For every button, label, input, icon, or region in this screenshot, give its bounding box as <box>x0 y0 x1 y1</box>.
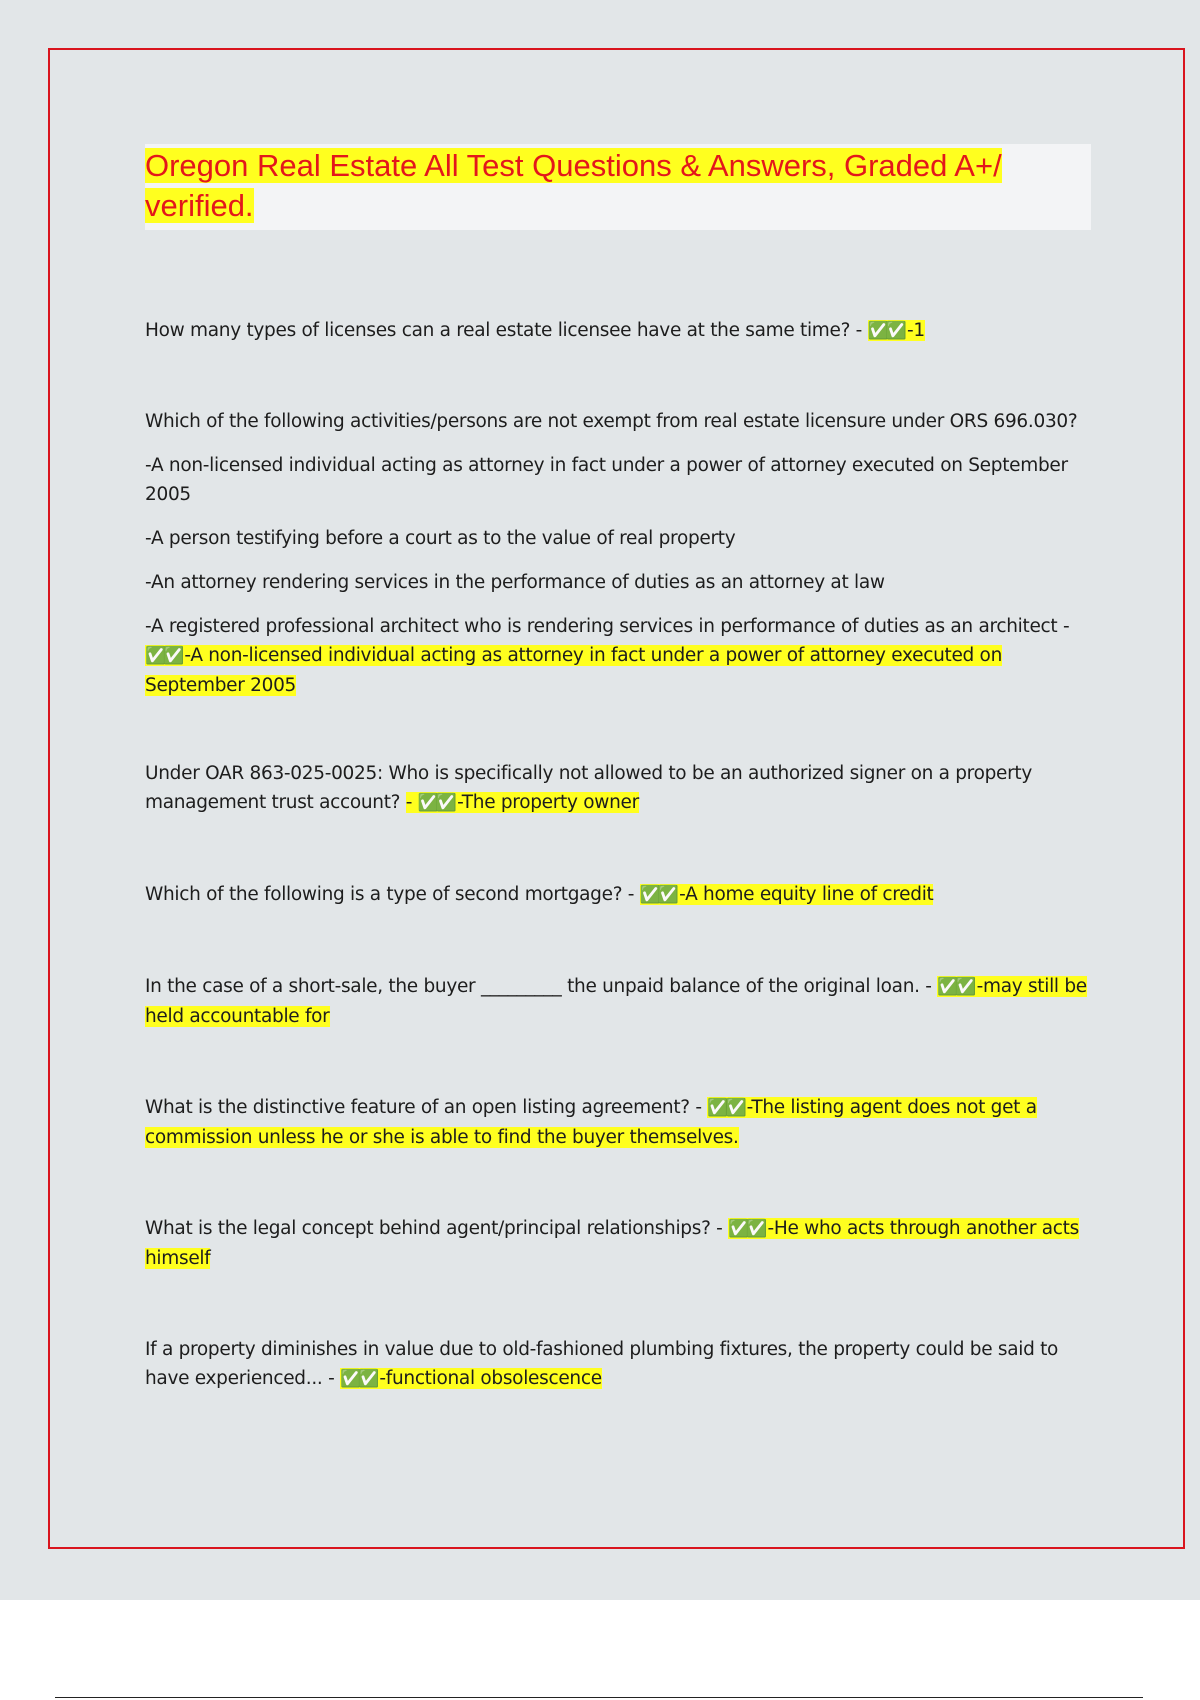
answer-value: -may still be held accountable for <box>145 976 1087 1027</box>
qa-list <box>145 316 1095 1394</box>
qa-item <box>145 759 1095 818</box>
check-icon: ✅✅ <box>417 793 455 813</box>
qa-item <box>145 1093 1095 1152</box>
answer-value: -A non-licensed individual acting as attorney in fact under a power of attorney executed on September 2005 <box>145 645 1002 696</box>
answer-value: -functional obsolescence <box>379 1368 602 1389</box>
option-text <box>145 612 1095 700</box>
question-text: What is the legal concept behind agent/principal relationships? - <box>145 1218 729 1239</box>
check-icon: ✅✅ <box>937 977 974 997</box>
answer-prefix: - <box>405 792 418 813</box>
document-body <box>145 144 1095 1394</box>
answer-text <box>640 884 934 905</box>
check-icon: ✅✅ <box>707 1098 744 1118</box>
question-text: How many types of licenses can a real estate licensee have at the same time? - <box>145 320 868 341</box>
check-icon: ✅✅ <box>867 321 904 341</box>
answer-text <box>868 320 925 341</box>
qa-item <box>145 972 1095 1031</box>
check-icon: ✅✅ <box>340 1369 377 1389</box>
option-text: -An attorney rendering services in the performance of duties as an attorney at law <box>145 572 885 593</box>
qa-item <box>145 1335 1095 1394</box>
qa-item <box>145 880 1095 910</box>
question-text: Under OAR 863-025-0025: Who is specifically not allowed to be an authorized signer on a property management trust account? <box>145 763 1033 813</box>
question-text: In the case of a short-sale, the buyer _________ the unpaid balance of the original loan. - <box>145 976 938 997</box>
question-text: Which of the following is a type of second mortgage? - <box>145 884 640 905</box>
qa-item <box>145 407 1095 700</box>
answer-value: -A home equity line of credit <box>679 884 934 905</box>
option-text: -A person testifying before a court as to the value of real property <box>145 528 736 549</box>
last-option-text: -A registered professional architect who is rendering services in performance of duties as an architect - <box>145 616 1070 637</box>
answer-value: -He who acts through another acts himself <box>145 1218 1079 1269</box>
check-icon: ✅✅ <box>728 1219 765 1239</box>
question-text: What is the distinctive feature of an open listing agreement? - <box>145 1097 708 1118</box>
answer-text <box>145 645 1002 696</box>
document-title-text: Oregon Real Estate All Test Questions & Answers, Graded A+/ verified. <box>145 148 1002 223</box>
answer-value: -1 <box>907 320 925 341</box>
check-icon: ✅✅ <box>639 885 677 905</box>
question-text: If a property diminishes in value due to old-fashioned plumbing fixtures, the property could be said to have experienced... - <box>145 1339 1059 1389</box>
answer-text <box>340 1368 602 1389</box>
answer-text <box>406 792 639 813</box>
option-text: -A non-licensed individual acting as attorney in fact under a power of attorney executed on September 2005 <box>145 455 1068 505</box>
footer-divider <box>55 1697 1143 1698</box>
document-title <box>145 146 1045 226</box>
qa-item <box>145 316 1095 346</box>
answer-value: -The listing agent does not get a commission unless he or she is able to find the buyer themselves. <box>145 1097 1037 1148</box>
question-text: Which of the following activities/persons are not exempt from real estate licensure under ORS 696.030? <box>145 411 1078 432</box>
answer-value: -The property owner <box>457 792 639 813</box>
title-box <box>145 144 1091 230</box>
check-icon: ✅✅ <box>145 646 182 666</box>
qa-item <box>145 1214 1095 1273</box>
